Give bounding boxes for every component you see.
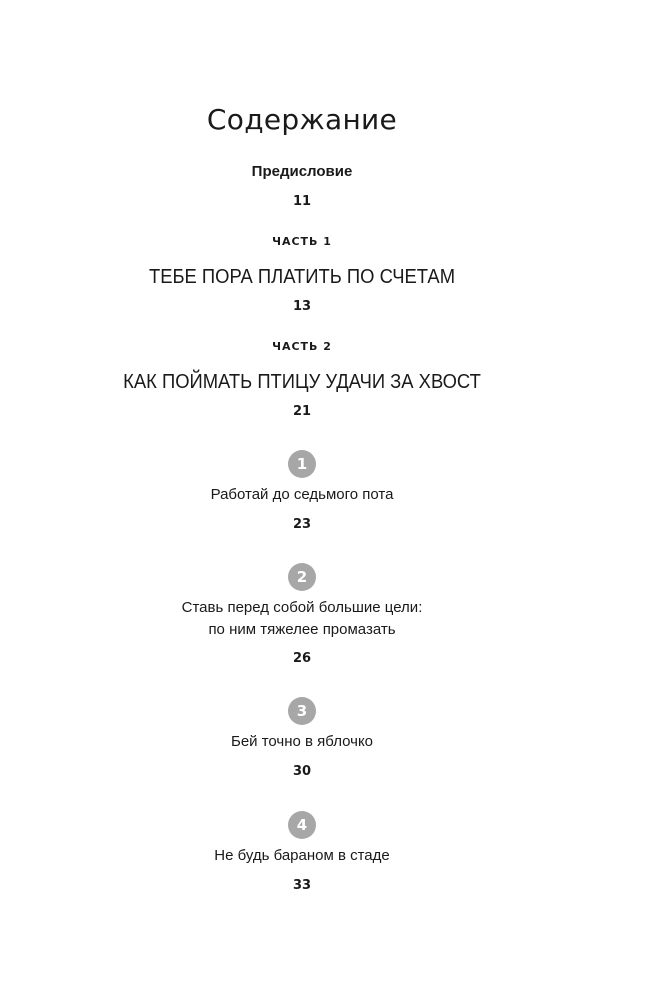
chapter-4-page-number: 33 xyxy=(292,878,312,893)
page-title: Содержание xyxy=(206,103,398,136)
chapter-2-title-line-2: по ним тяжелее промазать xyxy=(208,621,396,638)
chapter-3-title-line: Бей точно в яблочко xyxy=(230,733,374,750)
part-2-label: ЧАСТЬ 2 xyxy=(272,340,332,353)
chapter-2-number-badge: 2 xyxy=(288,563,316,591)
chapter-4-number-badge: 4 xyxy=(288,811,316,839)
chapter-1-number-badge: 1 xyxy=(288,450,316,478)
part-2-title[interactable]: КАК ПОЙМАТЬ ПТИЦУ УДАЧИ ЗА ХВОСТ xyxy=(123,371,481,393)
chapter-3-number-badge: 3 xyxy=(288,697,316,725)
chapter-1-title[interactable] xyxy=(0,484,604,506)
chapter-3-title[interactable] xyxy=(0,731,604,753)
chapter-2-title[interactable] xyxy=(0,597,604,641)
chapter-4-title[interactable] xyxy=(0,845,604,867)
chapter-3-page-number: 30 xyxy=(292,764,312,779)
part-2-page-number: 21 xyxy=(292,404,312,419)
chapter-1-page-number: 23 xyxy=(292,517,312,532)
chapter-2-page-number: 26 xyxy=(292,651,312,666)
preface-page-number: 11 xyxy=(292,194,312,209)
part-1-label: ЧАСТЬ 1 xyxy=(272,235,332,248)
preface-title[interactable]: Предисловие xyxy=(251,163,353,180)
chapter-1-title-line: Работай до седьмого пота xyxy=(210,486,394,503)
chapter-2-title-line-1: Ставь перед собой большие цели: xyxy=(181,599,423,616)
chapter-4-title-line: Не будь бараном в стаде xyxy=(214,847,390,864)
part-1-page-number: 13 xyxy=(292,299,312,314)
part-1-title[interactable]: ТЕБЕ ПОРА ПЛАТИТЬ ПО СЧЕТАМ xyxy=(148,266,456,288)
